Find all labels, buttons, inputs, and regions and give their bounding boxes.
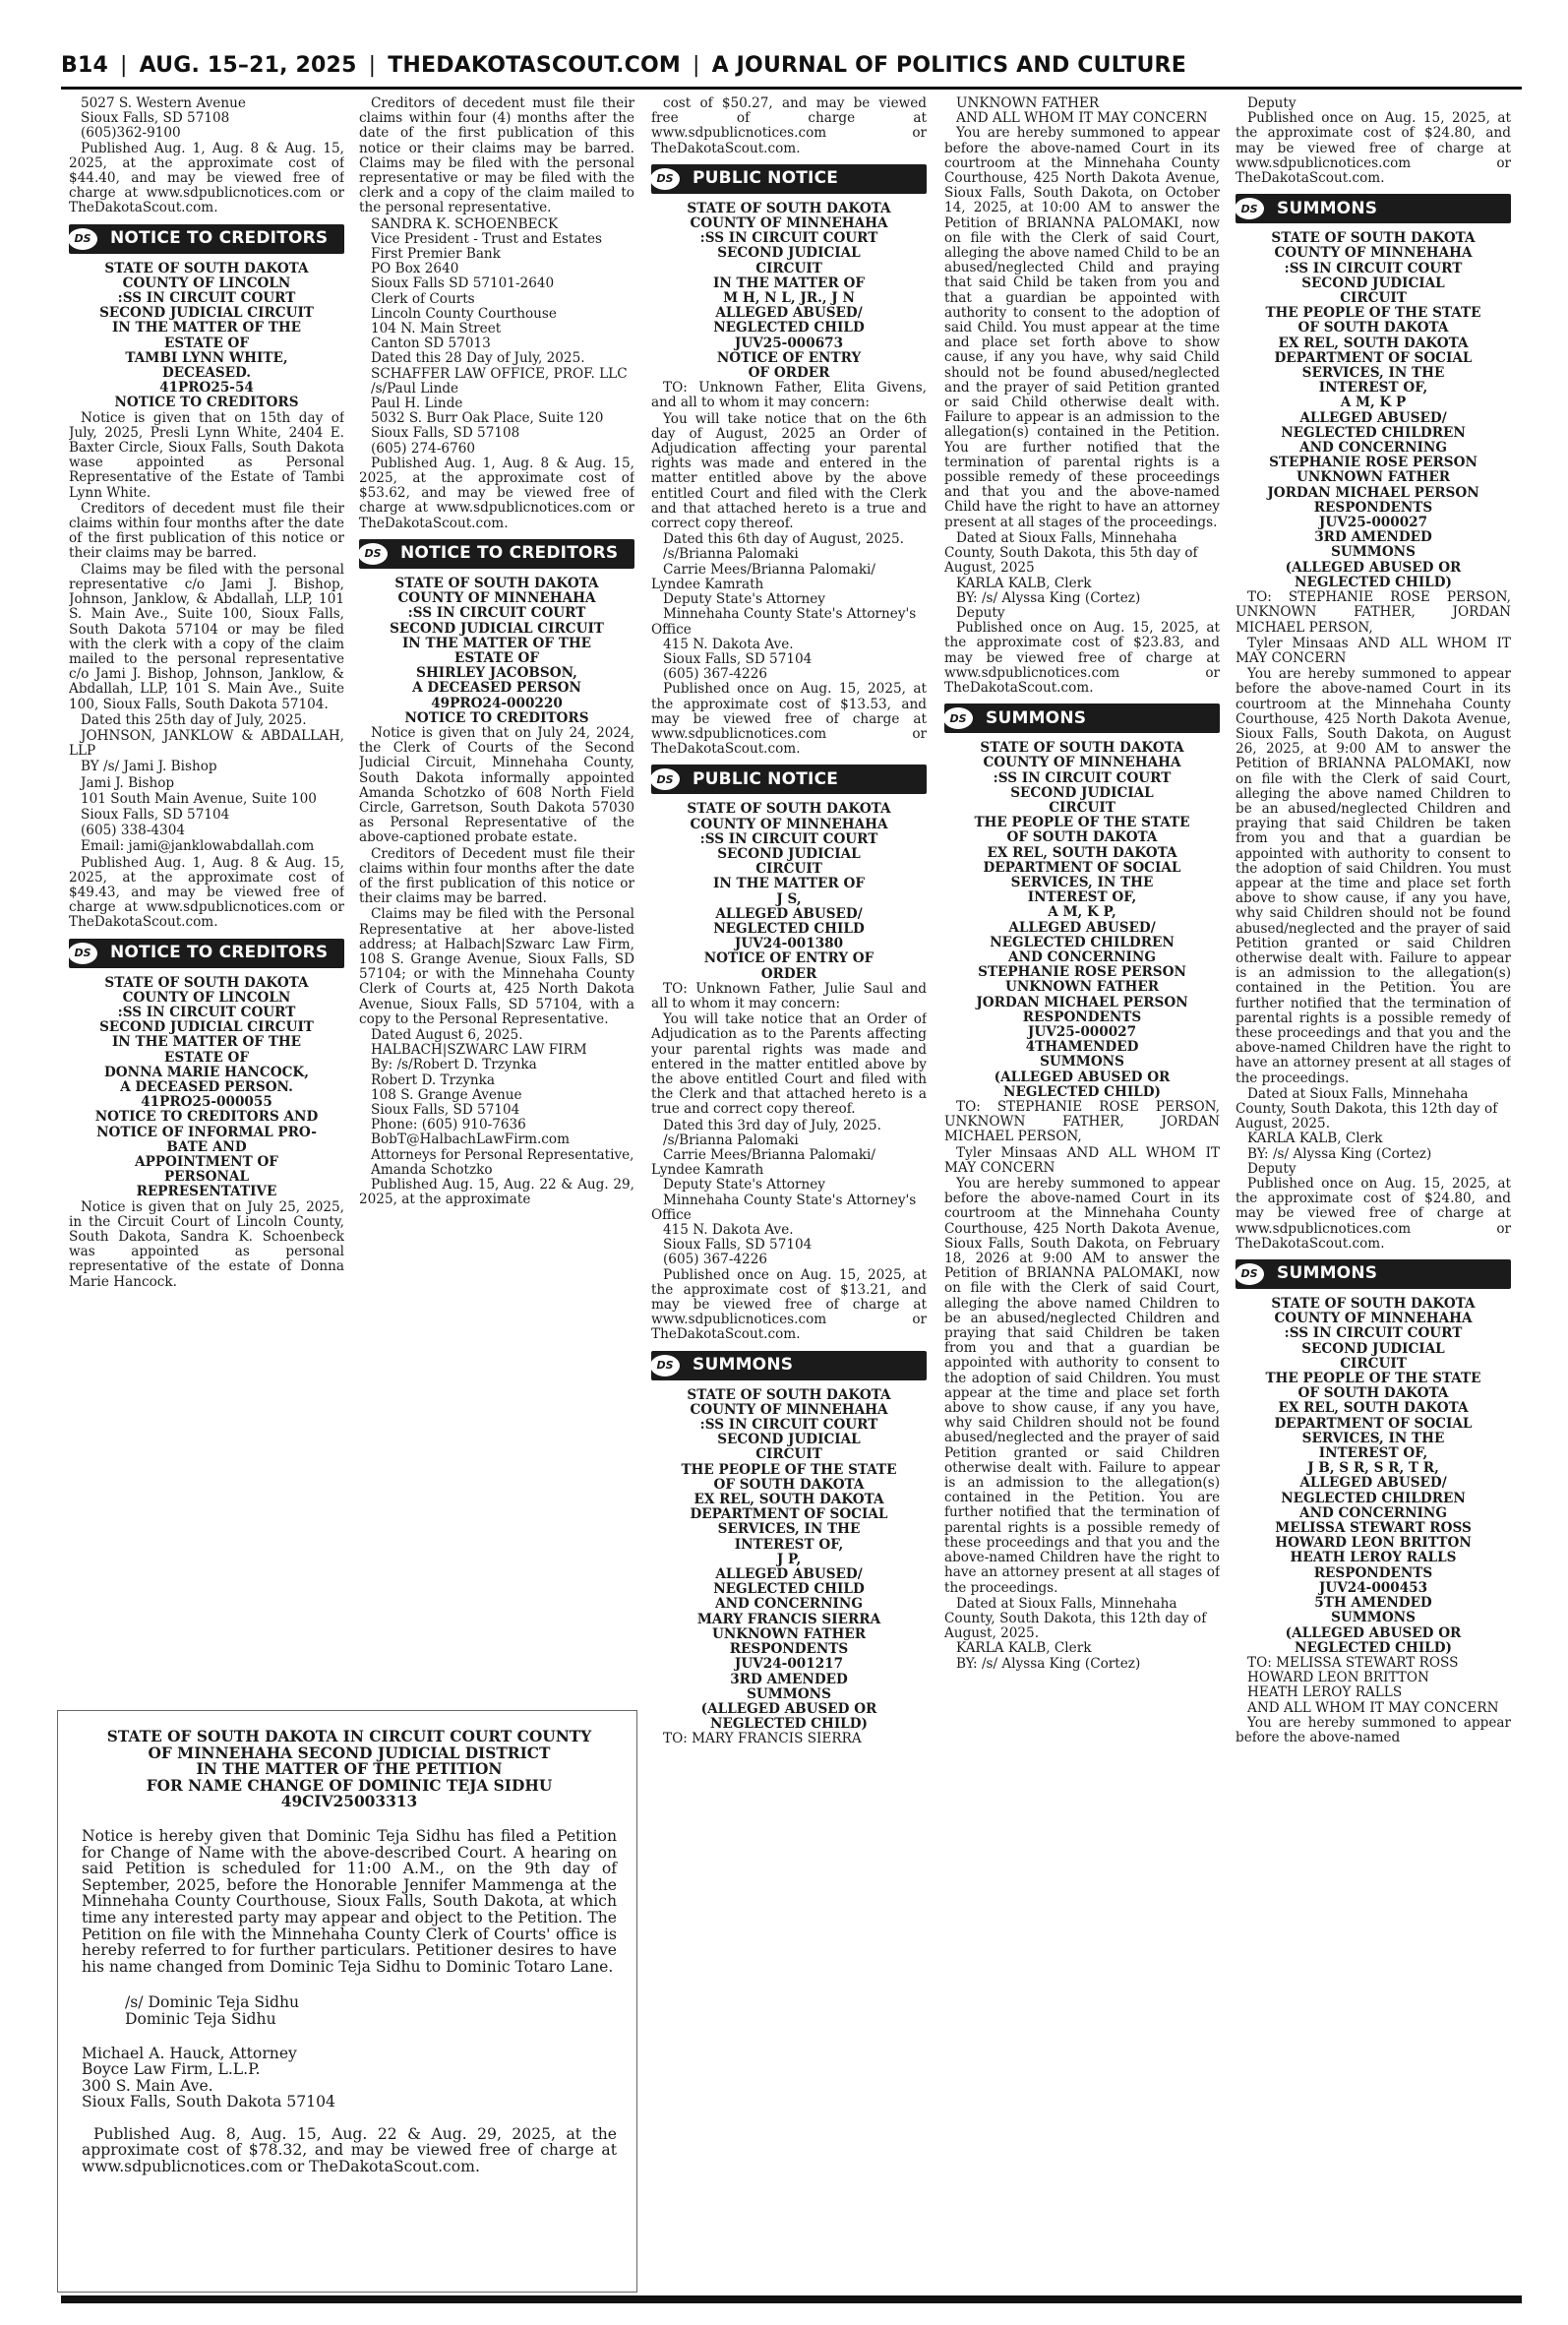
notice-paragraph: You are hereby summoned to appear before the above-named Court in its courtroom at the Minnehaha County Courthouse, 425 North Dakota Avenue, Sioux Falls, South Dakota, on August 26, 2025, at 9:00 AM to answer the Petition of BRIANNA PALOMAKI, now on file with the Clerk of said Court, alleging the above named Children to be an abused/neglected Children and praying that said Children be taken from you and that a guardian be appointed with authority to consent to the adoption of said Children. You must appear at the time and place set forth above to show cause, if any you have, why said Children should not be found abused/neglected and the prayer of said Petition granted or said Children otherwise dealt with. Failure to appear is an admission to the allegation(s) contained in the Petition. You are further notified that the termination of parental rights is a possible remedy of these proceedings and that you and the above-named Children have the right to have an attorney present at all stages of the proceedings. [1236,666,1511,1086]
separator: | [692,52,700,78]
notice-paragraph: Sioux Falls, SD 57104 [81,806,230,823]
address-line: Sioux Falls, SD 57108 [81,110,230,127]
banner-title: NOTICE TO CREDITORS [110,228,329,249]
separator: | [368,52,377,78]
signature-block: Dated at Sioux Falls, Minnehaha County, South Dakota, this 12th day of August, 2025. KARLA KALB, Clerk BY: /s/ Alyssa King (Cortez) Deputy [1236,1085,1498,1177]
attorney-block: Michael A. Hauck, Attorney Boyce Law Firm, L.L.P. 300 S. Main Ave. Sioux Falls, South Dakota 57104 [82,2044,335,2111]
page-number: B14 [61,52,108,78]
notice-heading: STATE OF SOUTH DAKOTA IN CIRCUIT COURT COUNTY OF MINNEHAHA SECOND JUDICIAL DISTRICT IN THE MATTER OF THE PETITION FOR NAME CHANGE OF DOMINIC TEJA SIDHU 49CIV25003313 [106,1728,592,1811]
notice-heading: STATE OF SOUTH DAKOTA COUNTY OF MINNEHAHA :SS IN CIRCUIT COURT SECOND JUDICIAL CIRCUIT THE PEOPLE OF THE STATE OF SOUTH DAKOTA EX REL, SOUTH DAKOTA DEPARTMENT OF SOCIAL SERVICES, IN THE INTEREST OF, J B, S R, S R, T R, ALLEGED ABUSED/ NEGLECTED CHILDREN AND CONCERNING MELISSA STEWART ROSS HOWARD LEON BRITTON HEATH LEROY RALLS RESPONDENTS JUV24-000453 5TH AMENDED SUMMONS (ALLEGED ABUSED OR NEGLECTED CHILD) [1265,1296,1481,1656]
notice-paragraph: 101 South Main Avenue, Suite 100 [81,790,317,807]
notice-paragraph: TO: MARY FRANCIS SIERRA [663,1731,862,1747]
notice-banner [944,704,1220,733]
notice-paragraph: TO: Unknown Father, Julie Saul and all to whom it may concern: [651,980,927,1011]
signature-block: Dated August 6, 2025. HALBACH|SZWARC LAW FIRM By: /s/Robert D. Trzynka Robert D. Trzynka 108 S. Grange Avenue Sioux Falls, SD 57104 Phone: (605) 910-7636 BobT@HalbachLawFirm.com Attorneys for Personal Representative, Amanda Schotzko [371,1026,634,1178]
publication-note: Published Aug. 1, Aug. 8 & Aug. 15, 2025, at the approximate cost of $44.40, and may be viewed free of charge at www.sdpublicnotices.com or TheDakotaScout.com. [69,140,344,216]
notice-banner [1236,194,1511,223]
scout-logo-icon: DS [944,704,976,732]
header-rule [61,87,1522,90]
notice-paragraph: JOHNSON, JANKLOW & ABDALLAH, LLP [69,727,344,760]
column-4 [944,96,1220,2291]
scout-logo-icon: DS [1236,195,1267,222]
publication-note: Published Aug. 15, Aug. 22 & Aug. 29, 2025, at the approximate [359,1177,634,1208]
signature-block: Dated this 6th day of August, 2025. /s/Brianna Palomaki Carrie Mees/Brianna Palomaki/ Lyndee Kamrath Deputy State's Attorney Minnehaha County State's Attorney's Office 415 N. Dakota Ave. Sioux Falls, SD 57104 (605) 367-4226 [651,531,917,683]
signature-block: Dated at Sioux Falls, Minnehaha County, South Dakota, this 12th day of August, 2025. KARLA KALB, Clerk BY: /s/ Alyssa King (Cortez) [944,1595,1207,1672]
footer-rule [61,2295,1522,2303]
notice-paragraph: Notice is given that on July 24, 2024, the Clerk of Courts of the Second Judicial Circuit, Minnehaha County, South Dakota informally appointed Amanda Schotzko of 608 North Field Circle, Garretson, South Dakota 57030 as Personal Representative of the above-captioned probate estate. [359,724,634,846]
signature-block: Dated at Sioux Falls, Minnehaha County, South Dakota, this 5th day of August, 2025 KARLA KALB, Clerk BY: /s/ Alyssa King (Cortez) Deputy [944,529,1198,621]
notice-heading: STATE OF SOUTH DAKOTA COUNTY OF MINNEHAHA :SS IN CIRCUIT COURT SECOND JUDICIAL CIRCUIT THE PEOPLE OF THE STATE OF SOUTH DAKOTA EX REL, SOUTH DAKOTA DEPARTMENT OF SOCIAL SERVICES, IN THE INTEREST OF, A M, K P, ALLEGED ABUSED/ NEGLECTED CHILDREN AND CONCERNING STEPHANIE ROSE PERSON UNKNOWN FATHER JORDAN MICHAEL PERSON RESPONDENTS JUV25-000027 4THAMENDED SUMMONS (ALLEGED ABUSED OR NEGLECTED CHILD) [974,740,1190,1100]
publication-note: Published once on Aug. 15, 2025, at the approximate cost of $23.83, and may be viewed free of charge at www.sdpublicnotices.com or TheDakotaScout.com. [944,620,1220,696]
tagline: A JOURNAL OF POLITICS AND CULTURE [711,52,1186,78]
notice-paragraph: Creditors of decedent must file their claims within four months after the date of the first publication of this notice or their claims may be barred. [69,500,344,562]
notice-banner [359,539,634,569]
publication-note: Published Aug. 1, Aug. 8 & Aug. 15, 2025, at the approximate cost of $53.62, and may be viewed free of charge at www.sdpublicnotices.com or TheDakotaScout.com. [359,455,634,531]
notice-banner [651,164,927,194]
notice-paragraph: You are hereby summoned to appear before the above-named Court in its courtroom at the Minnehaha County Courthouse, 425 North Dakota Avenue, Sioux Falls, South Dakota, on February 18, 2026 at 9:00 AM to answer the Petition of BRIANNA PALOMAKI, now on file with the Clerk of said Court, alleging the above named Children to be an abused/neglected Children and praying that said Children be taken from you and that a guardian be appointed with authority to consent to the adoption of said Children. You must appear at the time and place set forth above to show cause, if any you have, why said Children should not be found abused/neglected and the prayer of said Petition granted or said Children otherwise dealt with. Failure to appear is an admission to the allegation(s) contained in the Petition. You are further notified that the termination of parental rights is a possible remedy of these proceedings and that you and the above-named Children have the right to have an attorney present at all stages of the proceedings. [944,1176,1220,1596]
banner-title: SUMMONS [986,707,1087,728]
notice-paragraph: Tyler Minsaas AND ALL WHOM IT MAY CONCERN [944,1144,1220,1176]
notice-paragraph: Dated this 25th day of July, 2025. [81,711,307,728]
notice-paragraph: Tyler Minsaas AND ALL WHOM IT MAY CONCERN [1236,635,1511,666]
address-line: 5027 S. Western Avenue [81,96,246,111]
notice-paragraph: Notice is hereby given that Dominic Teja Sidhu has filed a Petition for Change of Name with the above-described Court. A hearing on said Petition is scheduled for 11:00 A.M., on the 9th day of September, 2025, before the Honorable Jennifer Mammenga at the Minnehaha County Courthouse, Sioux Falls, South Dakota, at which time any interested party may appear and object to the Petition. The Petition on file with the Minnehaha County Clerk of Courts' office is hereby referred to for further particulars. Petitioner desires to have his name changed from Dominic Teja Sidhu to Dominic Totaro Lane. [82,1826,617,1976]
notice-paragraph: TO: STEPHANIE ROSE PERSON, UNKNOWN FATHER, JORDAN MICHAEL PERSON, [1236,589,1511,636]
notice-paragraph: You are hereby summoned to appear before the above-named Court in its courtroom at the Minnehaha County Courthouse, 425 North Dakota Avenue, Sioux Falls, South Dakota, on October 14, 2025, at 10:00 AM to answer the Petition of BRIANNA PALOMAKI, now on file with the Clerk of said Court, alleging the above named Child to be an abused/neglected Child and praying that said Child be taken from you and that a guardian be appointed with authority to consent to the adoption of said Child. You must appear at the time and place set forth above to show cause, if any you have, why said Child should not be found abused/neglected and the prayer of said Petition granted or said Child otherwise dealt with. Failure to appear is an admission to the allegation(s) contained in the Petition. You are further notified that the termination of parental rights is a possible remedy of these proceedings and that you and the above-named Child have the right to have an attorney present at all stages of the proceedings. [944,125,1220,530]
site-name: THEDAKOTASCOUT.COM [388,52,681,78]
publication-note: Published once on Aug. 15, 2025, at the approximate cost of $24.80, and may be viewed free of charge at www.sdpublicnotices.com or TheDakotaScout.com. [1236,110,1511,187]
notice-paragraph: Notice is given that on 15th day of July, 2025, Presli Lynn White, 2404 E. Baxter Circle, Sioux Falls, South Dakota wase appointed as Personal Representative of the Estate of Tambi Lynn White. [69,409,344,501]
notice-heading: STATE OF SOUTH DAKOTA COUNTY OF MINNEHAHA :SS IN CIRCUIT COURT SECOND JUDICIAL CIRCUIT IN THE MATTER OF M H, N L, JR., J N ALLEGED ABUSED/ NEGLECTED CHILD JUV25-000673 NOTICE OF ENTRY OF ORDER [687,200,891,382]
masthead [61,43,1522,87]
notice-paragraph: Creditors of decedent must file their claims within four (4) months after the date of the first publication of this notice or their claims may be barred. Claims may be filed with the personal representative or may be filed with the clerk and a copy of the claim mailed to the personal representative. [359,96,634,216]
banner-title: SUMMONS [1277,198,1378,218]
banner-title: SUMMONS [693,1355,794,1376]
notice-paragraph: Email: jami@janklowabdallah.com [81,838,315,855]
notice-paragraph: You are hereby summoned to appear before the above-named [1236,1714,1511,1745]
notice-paragraph: You will take notice that on the 6th day of August, 2025 an Order of Adjudication affecting your parental rights was made and entered in the matter entitled above by the above entitled Court and filed with the Clerk and that attached hereto is a true and correct copy thereof. [651,410,927,532]
separator: | [119,52,128,78]
notice-paragraph: (605) 338-4304 [81,823,186,839]
notice-heading: STATE OF SOUTH DAKOTA COUNTY OF LINCOLN :SS IN CIRCUIT COURT SECOND JUDICIAL CIRCUIT IN THE MATTER OF THE ESTATE OF DONNA MARIE HANCOCK, A DECEASED PERSON. 41PRO25-000055 NOTICE TO CREDITORS AND NOTICE OF INFORMAL PRO- BATE AND APPOINTMENT OF PERSONAL REPRESENTATIVE [94,974,319,1200]
notice-paragraph: BY /s/ Jami J. Bishop [81,759,217,775]
lead-address [69,96,344,142]
notice-heading: STATE OF SOUTH DAKOTA COUNTY OF MINNEHAHA :SS IN CIRCUIT COURT SECOND JUDICIAL CIRCUIT IN THE MATTER OF J S, ALLEGED ABUSED/ NEGLECTED CHILD JUV24-001380 NOTICE OF ENTRY OF ORDER [687,801,891,982]
publication-note: Published Aug. 1, Aug. 8 & Aug. 15, 2025, at the approximate cost of $49.43, and may be viewed free of charge at www.sdpublicnotices.com or TheDakotaScout.com. [69,854,344,931]
scout-logo-icon: DS [1236,1260,1267,1288]
publication-note: Published Aug. 8, Aug. 15, Aug. 22 & Aug. 29, 2025, at the approximate cost of $78.32, and may be viewed free of charge at www.sdpublicnotices.com or TheDakotaScout.com. [82,2124,617,2176]
signature-block: SANDRA K. SCHOENBECK Vice President - Trust and Estates First Premier Bank PO Box 2640 Sioux Falls SD 57101-2640 Clerk of Courts Lincoln County Courthouse 104 N. Main Street Canton SD 57013 Dated this 28 Day of July, 2025. SCHAFFER LAW OFFICE, PROF. LLC /s/Paul Linde Paul H. Linde 5032 S. Burr Oak Place, Suite 120 Sioux Falls, SD 57108 (605) 274-6760 [371,215,628,457]
banner-title: NOTICE TO CREDITORS [400,543,619,564]
notice-banner [651,765,927,794]
column-2 [359,96,634,1700]
banner-title: PUBLIC NOTICE [693,768,839,789]
notice-banner [1236,1259,1511,1289]
signature-block: /s/ Dominic Teja Sidhu Dominic Teja Sidhu [125,1993,300,2028]
notice-paragraph: Claims may be filed with the Personal Representative at her above-listed address; at Halbach|Szwarc Law Firm, 108 S. Grange Avenue, Sioux Falls, SD 57104; or with the Minnehaha County Clerk of Courts at, 425 North Dakota Avenue, Sioux Falls, SD 57104, with a copy to the Personal Representative. [359,906,634,1027]
recipient-block: TO: MELISSA STEWART ROSS HOWARD LEON BRITTON HEATH LEROY RALLS AND ALL WHOM IT MAY CONCERN [1247,1654,1499,1716]
notice-paragraph: Creditors of Decedent must file their claims within four months after the date of the first publication of this notice or their claims may be barred. [359,845,634,907]
scout-logo-icon: DS [651,765,683,793]
name-change-notice [57,1710,637,2293]
banner-title: NOTICE TO CREDITORS [110,942,329,962]
column-3 [651,96,927,2291]
notice-paragraph: Notice is given that on July 25, 2025, in the Circuit Court of Lincoln County, South Dakota, Sandra K. Schoenbeck was appointed as personal representative of the estate of Donna Marie Hancock. [69,1198,344,1290]
notice-heading: STATE OF SOUTH DAKOTA COUNTY OF MINNEHAHA :SS IN CIRCUIT COURT SECOND JUDICIAL CIRCUIT THE PEOPLE OF THE STATE OF SOUTH DAKOTA EX REL, SOUTH DAKOTA DEPARTMENT OF SOCIAL SERVICES, IN THE INTEREST OF, J P, ALLEGED ABUSED/ NEGLECTED CHILD AND CONCERNING MARY FRANCIS SIERRA UNKNOWN FATHER RESPONDENTS JUV24-001217 3RD AMENDED SUMMONS (ALLEGED ABUSED OR NEGLECTED CHILD) [681,1386,897,1733]
notice-heading: STATE OF SOUTH DAKOTA COUNTY OF MINNEHAHA :SS IN CIRCUIT COURT SECOND JUDICIAL CIRCUIT THE PEOPLE OF THE STATE OF SOUTH DAKOTA EX REL, SOUTH DAKOTA DEPARTMENT OF SOCIAL SERVICES, IN THE INTEREST OF, A M, K P ALLEGED ABUSED/ NEGLECTED CHILDREN AND CONCERNING STEPHANIE ROSE PERSON UNKNOWN FATHER JORDAN MICHAEL PERSON RESPONDENTS JUV25-000027 3RD AMENDED SUMMONS (ALLEGED ABUSED OR NEGLECTED CHILD) [1265,230,1481,590]
signature-line: Deputy [1247,96,1297,111]
notice-paragraph: TO: Unknown Father, Elita Givens, and all to whom it may concern: [651,380,927,411]
publication-note: Published once on Aug. 15, 2025, at the approximate cost of $24.80, and may be viewed free of charge at www.sdpublicnotices.com or TheDakotaScout.com. [1236,1176,1511,1252]
publication-note: Published once on Aug. 15, 2025, at the approximate cost of $13.53, and may be viewed free of charge at www.sdpublicnotices.com or TheDakotaScout.com. [651,681,927,758]
publication-note: cost of $50.27, and may be viewed free of charge at www.sdpublicnotices.com or TheDakotaScout.com. [651,96,927,156]
scout-logo-icon: DS [69,225,100,253]
notice-banner [69,939,344,968]
column-5 [1236,96,1511,2291]
notice-paragraph: TO: STEPHANIE ROSE PERSON, UNKNOWN FATHER, JORDAN MICHAEL PERSON, [944,1099,1220,1145]
notice-paragraph: Jami J. Bishop [81,774,175,791]
scout-logo-icon: DS [651,1352,683,1379]
notice-heading: STATE OF SOUTH DAKOTA COUNTY OF MINNEHAHA :SS IN CIRCUIT COURT SECOND JUDICIAL CIRCUIT IN THE MATTER OF THE ESTATE OF SHIRLEY JACOBSON, A DECEASED PERSON 49PRO24-000220 NOTICE TO CREDITORS [390,575,604,726]
banner-title: PUBLIC NOTICE [693,168,839,189]
banner-title: SUMMONS [1277,1263,1378,1284]
issue-date: AUG. 15–21, 2025 [139,52,357,78]
notice-heading: STATE OF SOUTH DAKOTA COUNTY OF LINCOLN :SS IN CIRCUIT COURT SECOND JUDICIAL CIRCUIT IN THE MATTER OF THE ESTATE OF TAMBI LYNN WHITE, DECEASED. 41PRO25-54 NOTICE TO CREDITORS [99,260,314,411]
notice-banner [651,1351,927,1380]
address-line: (605)362-9100 [81,125,181,142]
scout-logo-icon: DS [651,165,683,193]
signature-block: Dated this 3rd day of July, 2025. /s/Brianna Palomaki Carrie Mees/Brianna Palomaki/ Lyndee Kamrath Deputy State's Attorney Minnehaha County State's Attorney's Office 415 N. Dakota Ave. Sioux Falls, SD 57104 (605) 367-4226 [651,1117,917,1268]
notice-paragraph: You will take notice that an Order of Adjudication as to the Parents affecting your parental rights was made and entered in the matter entitled above by the above entitled Court and filed with the Clerk and that attached hereto is a true and correct copy thereof. [651,1011,927,1118]
scout-logo-icon: DS [359,540,391,568]
address-block: UNKNOWN FATHER AND ALL WHOM IT MAY CONCERN [956,96,1208,127]
column-1 [69,96,344,1700]
scout-logo-icon: DS [69,940,100,967]
notice-paragraph: Claims may be filed with the personal representative c/o Jami J. Bishop, Johnson, Janklow, & Abdallah, LLP, 101 S. Main Ave., Suite 100, Sioux Falls, South Dakota 57104 or may be filed with the clerk with a copy of the claim mailed to the personal representative c/o Jami J. Bishop, Johnson, Janklow, & Abdallah, LLP, 101 S. Main Ave., Suite 100, Sioux Falls, South Dakota 57104. [69,561,344,712]
publication-note: Published once on Aug. 15, 2025, at the approximate cost of $13.21, and may be viewed free of charge at www.sdpublicnotices.com or TheDakotaScout.com. [651,1266,927,1343]
notice-banner [69,224,344,254]
